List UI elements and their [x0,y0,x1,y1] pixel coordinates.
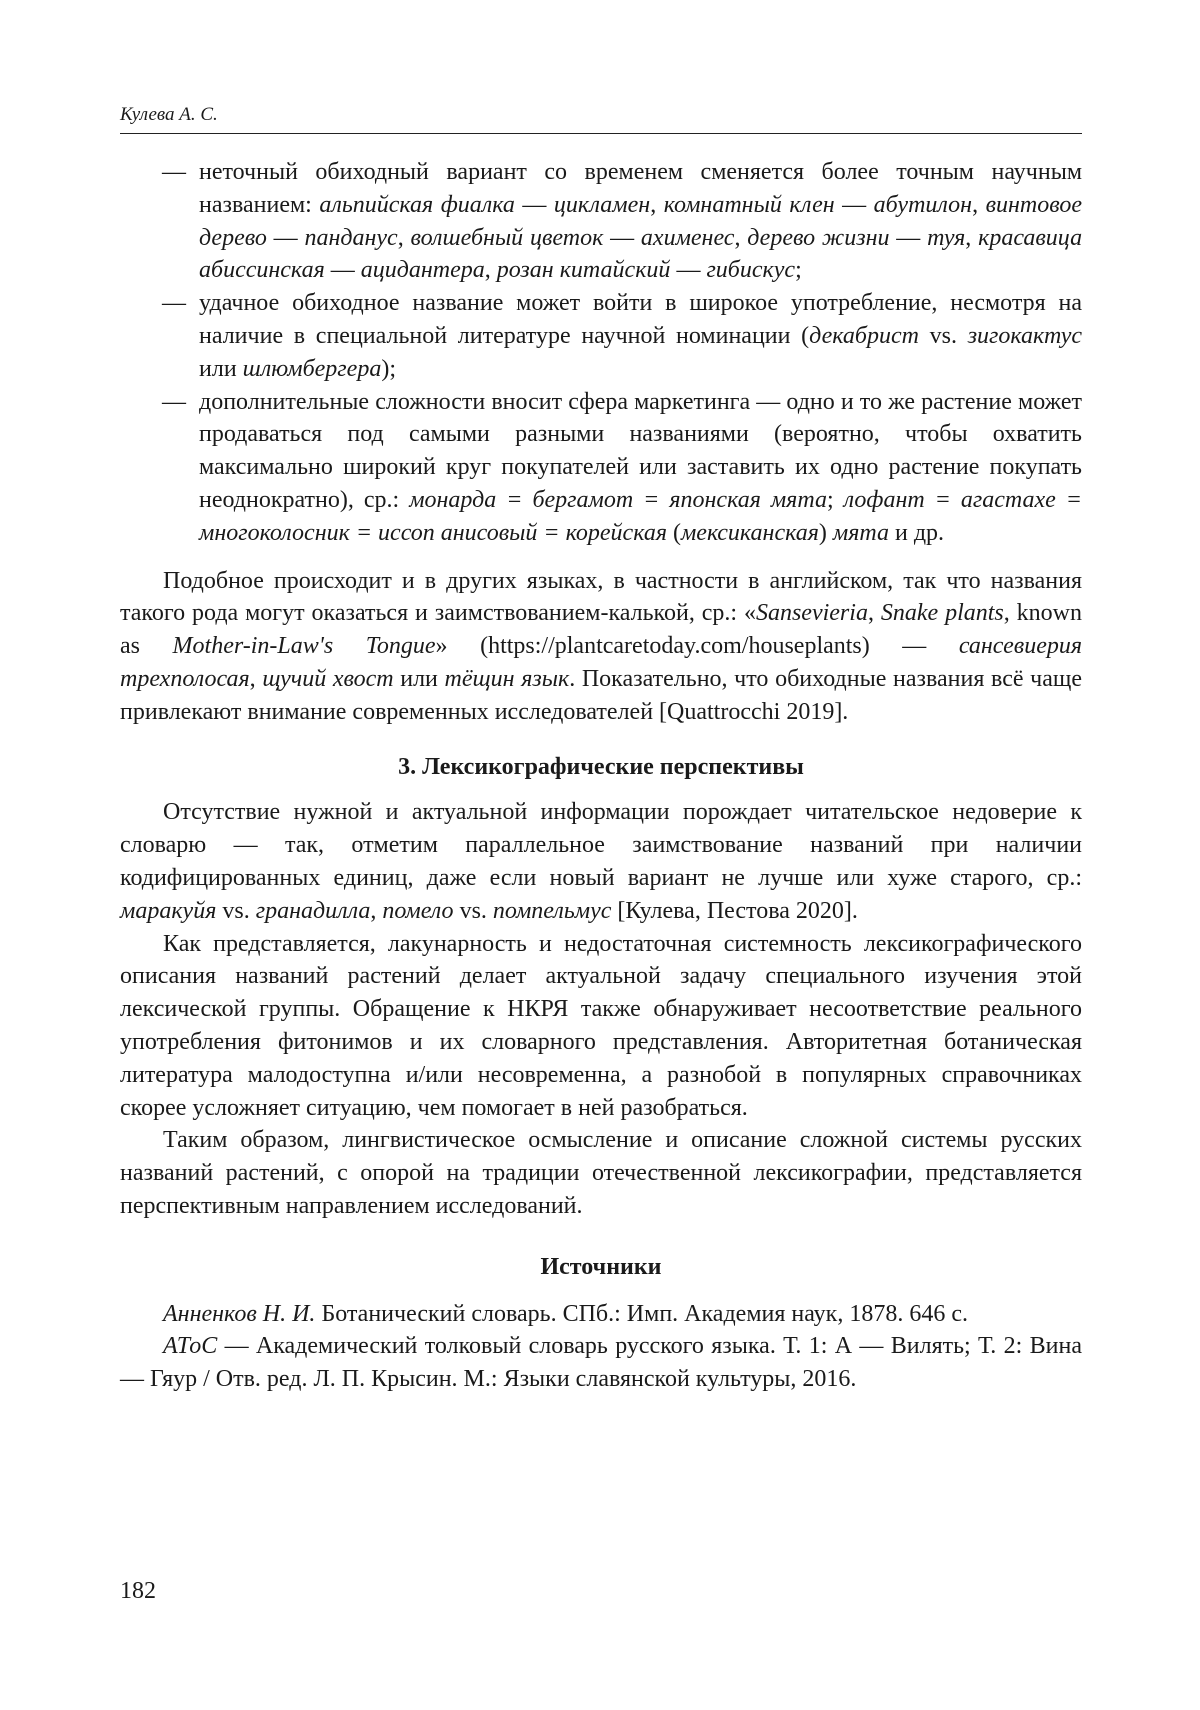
header-rule [120,133,1082,134]
running-header: Кулева А. С. [120,104,218,125]
page-number: 182 [120,1578,156,1604]
paragraph-lacunarity: Как представляется, лакунарность и недостаточная системность лексикографического описания названий растений делает актуальной задачу специального изучения этой лексической группы. Обращение к НКРЯ также обнаруживает несоответствие реального употребления фитонимов и их словарного представления. Авторитетная ботаническая литература малодоступна и/или несовременна, а разнобой в популярных справочниках скорее усложняет ситуацию, чем помогает в ней разобраться. [120,930,1082,1121]
paragraph-other-languages: Подобное происходит и в других языках, в частности в английском, так что названия такого рода могут оказаться и заимствованием-калькой, ср.: «Sansevieria, Snake plants, known as Mother-in-Law's Tongue» (https://plantcaretoday.com/houseplants) — сансевиерия трехполосая, щучий хвост или тёщин язык. Показательно, что обиходные названия всё чаще привлекают внимание современных исследователей [Quattrocchi 2019]. [120,567,1083,725]
list-item: — неточный обиходный вариант со временем сменяется более точным научным названием: альпийская фиалка — цикламен, комнатный клен — абутилон, винтовое дерево — панданус, волшебный цветок — ахименес, дерево жизни — туя, красавица абиссинская — ацидантера, розан китайский — гибискус; [120,156,1082,287]
reference-entry: Анненков Н. И. Ботанический словарь. СПб.: Имп. Академия наук, 1878. 646 с. [163,1300,968,1327]
sources-heading: Источники [540,1253,662,1280]
list-item: — удачное обиходное название может войти в широкое употребление, несмотря на наличие в специальной литературе научной номинации (декабрист vs. зигокактус или шлюмбергера); [120,287,1082,385]
list-dash: — [162,388,186,415]
list-spacing [120,550,1082,565]
list-item: — дополнительные сложности вносит сфера маркетинга — одно и то же растение может продаваться под самыми разными названиями (вероятно, чтобы охватить максимально широкий круг покупателей или заставить их одно растение покупать неоднократно), ср.: монарда = бергамот = японская мята; лофант = агастахе = многоколосник = иссоп анисовый = корейская (мексиканская) мята и др. [120,386,1082,550]
reference-author: АТоС [163,1333,218,1360]
paragraph-conclusion: Таким образом, лингвистическое осмысление и описание сложной системы русских названий растений, с опорой на традиции отечественной лексикографии, представляется перспективным направлением исследований. [120,1127,1082,1219]
section-heading: 3. Лексикографические перспективы [398,753,804,780]
dash-list [120,156,1082,550]
reference-author: Анненков Н. И. [163,1300,316,1327]
list-dash: — [162,290,186,317]
paragraph-dictionary-distrust: Отсутствие нужной и актуальной информации порождает читательское недоверие к словарю — так, отметим параллельное заимствование названий при наличии кодифицированных единиц, даже если новый вариант не лучше или хуже старого, ср.: маракуйя vs. гранадилла, помело vs. помпельмус [Кулева, Пестова 2020]. [120,799,1082,924]
page-content [120,156,1082,1396]
list-dash: — [162,159,186,185]
reference-entry: АТоС — Академический толковый словарь русского языка. Т. 1: А — Вилять; Т. 2: Вина — Гяур / Отв. ред. Л. П. Крысин. М.: Языки славянской культуры, 2016. [120,1333,1082,1393]
